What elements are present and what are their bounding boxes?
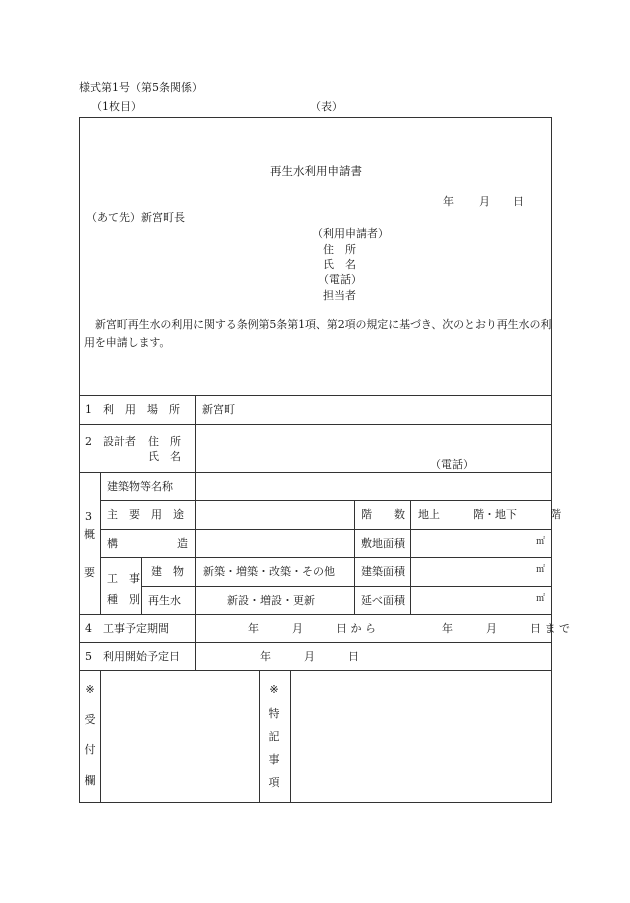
location-value[interactable]: 新宮町 xyxy=(202,403,235,416)
site-area-unit: ㎡ xyxy=(536,537,546,547)
rule xyxy=(79,614,552,615)
rule xyxy=(79,472,552,473)
notes-char: 特 xyxy=(268,707,280,720)
floor-area-unit: ㎡ xyxy=(536,594,546,604)
sheet-side: （表） xyxy=(310,100,343,113)
rule xyxy=(141,557,142,614)
rule xyxy=(195,472,196,670)
building-area-unit: ㎡ xyxy=(536,565,546,575)
reception-area[interactable] xyxy=(101,671,259,802)
rule xyxy=(100,472,101,614)
floor-area-label: 延べ面積 xyxy=(361,594,405,607)
rule xyxy=(100,500,552,501)
building-options[interactable]: 新築・増築・改築・その他 xyxy=(203,565,335,578)
rule xyxy=(79,424,552,425)
body-text: 新宮町再生水の利用に関する条例第5条第1項、第2項の規定に基づき、次のとおり再生水の利用を申請します。 xyxy=(84,318,552,349)
building-area-label: 建築面積 xyxy=(361,565,405,578)
date-month[interactable]: 月 xyxy=(479,195,490,208)
applicant-name-label[interactable]: 氏 名 xyxy=(323,258,356,271)
rule xyxy=(410,500,411,614)
rule xyxy=(354,500,355,614)
applicant-address-label[interactable]: 住 所 xyxy=(323,243,356,256)
building-name-label: 建築物等名称 xyxy=(107,480,173,493)
form-id: 様式第1号（第5条関係） xyxy=(79,81,203,94)
notes-char: 項 xyxy=(268,776,280,789)
rule xyxy=(79,395,552,396)
addressee: （あて先）新宮町長 xyxy=(86,211,185,224)
rule xyxy=(100,529,552,530)
start-label: 5 利用開始予定日 xyxy=(85,650,180,663)
date-year[interactable]: 年 xyxy=(443,195,454,208)
notes-char: 記 xyxy=(268,730,280,743)
work-type-label-a: 工 事 xyxy=(107,572,140,585)
applicant-heading: （利用申請者） xyxy=(312,227,389,240)
structure-label-b: 造 xyxy=(177,537,188,550)
start-value[interactable]: 年 月 日 xyxy=(260,650,359,663)
floors-label: 階 数 xyxy=(361,508,405,521)
structure-label-a: 構 xyxy=(107,537,118,550)
reception-char: 受 xyxy=(84,713,96,726)
outline-label-2: 要 xyxy=(84,566,95,579)
rule xyxy=(195,424,196,472)
building-label: 建 物 xyxy=(151,565,184,578)
location-label: 1 利 用 場 所 xyxy=(85,403,180,416)
recycled-options[interactable]: 新設・増設・更新 xyxy=(227,594,315,607)
notes-mark: ※ xyxy=(269,683,279,696)
floors-value[interactable]: 地上 階・地下 階 xyxy=(418,508,561,521)
rule xyxy=(100,557,552,558)
period-label: 4 工事予定期間 xyxy=(85,622,169,635)
sheet-number: （1枚目） xyxy=(91,100,142,113)
recycled-label: 再生水 xyxy=(148,594,181,607)
applicant-person-label[interactable]: 担当者 xyxy=(323,289,356,302)
designer-address-label: 住 所 xyxy=(148,435,181,448)
reception-char: 欄 xyxy=(84,774,96,787)
work-type-label-b: 種 別 xyxy=(107,593,140,606)
designer-phone-label[interactable]: （電話） xyxy=(430,458,474,471)
designer-label: 2 設計者 xyxy=(85,435,136,448)
outline-number: 3 xyxy=(85,510,92,523)
main-use-label: 主 要 用 途 xyxy=(107,508,184,521)
designer-name-label: 氏 名 xyxy=(148,450,181,463)
rule xyxy=(141,586,552,587)
rule xyxy=(79,642,552,643)
rule xyxy=(259,670,260,803)
date-day[interactable]: 日 xyxy=(513,195,524,208)
form-title: 再生水利用申請書 xyxy=(270,164,362,178)
applicant-phone-label[interactable]: （電話） xyxy=(318,273,362,286)
reception-char: 付 xyxy=(84,743,96,756)
notes-area[interactable] xyxy=(291,671,551,802)
reception-mark: ※ xyxy=(85,683,95,696)
notes-char: 事 xyxy=(268,753,280,766)
site-area-label: 敷地面積 xyxy=(361,537,405,550)
period-value[interactable]: 年 月 日 か ら 年 月 日 ま で xyxy=(248,622,570,635)
outline-label-1: 概 xyxy=(84,528,95,541)
rule xyxy=(195,395,196,424)
